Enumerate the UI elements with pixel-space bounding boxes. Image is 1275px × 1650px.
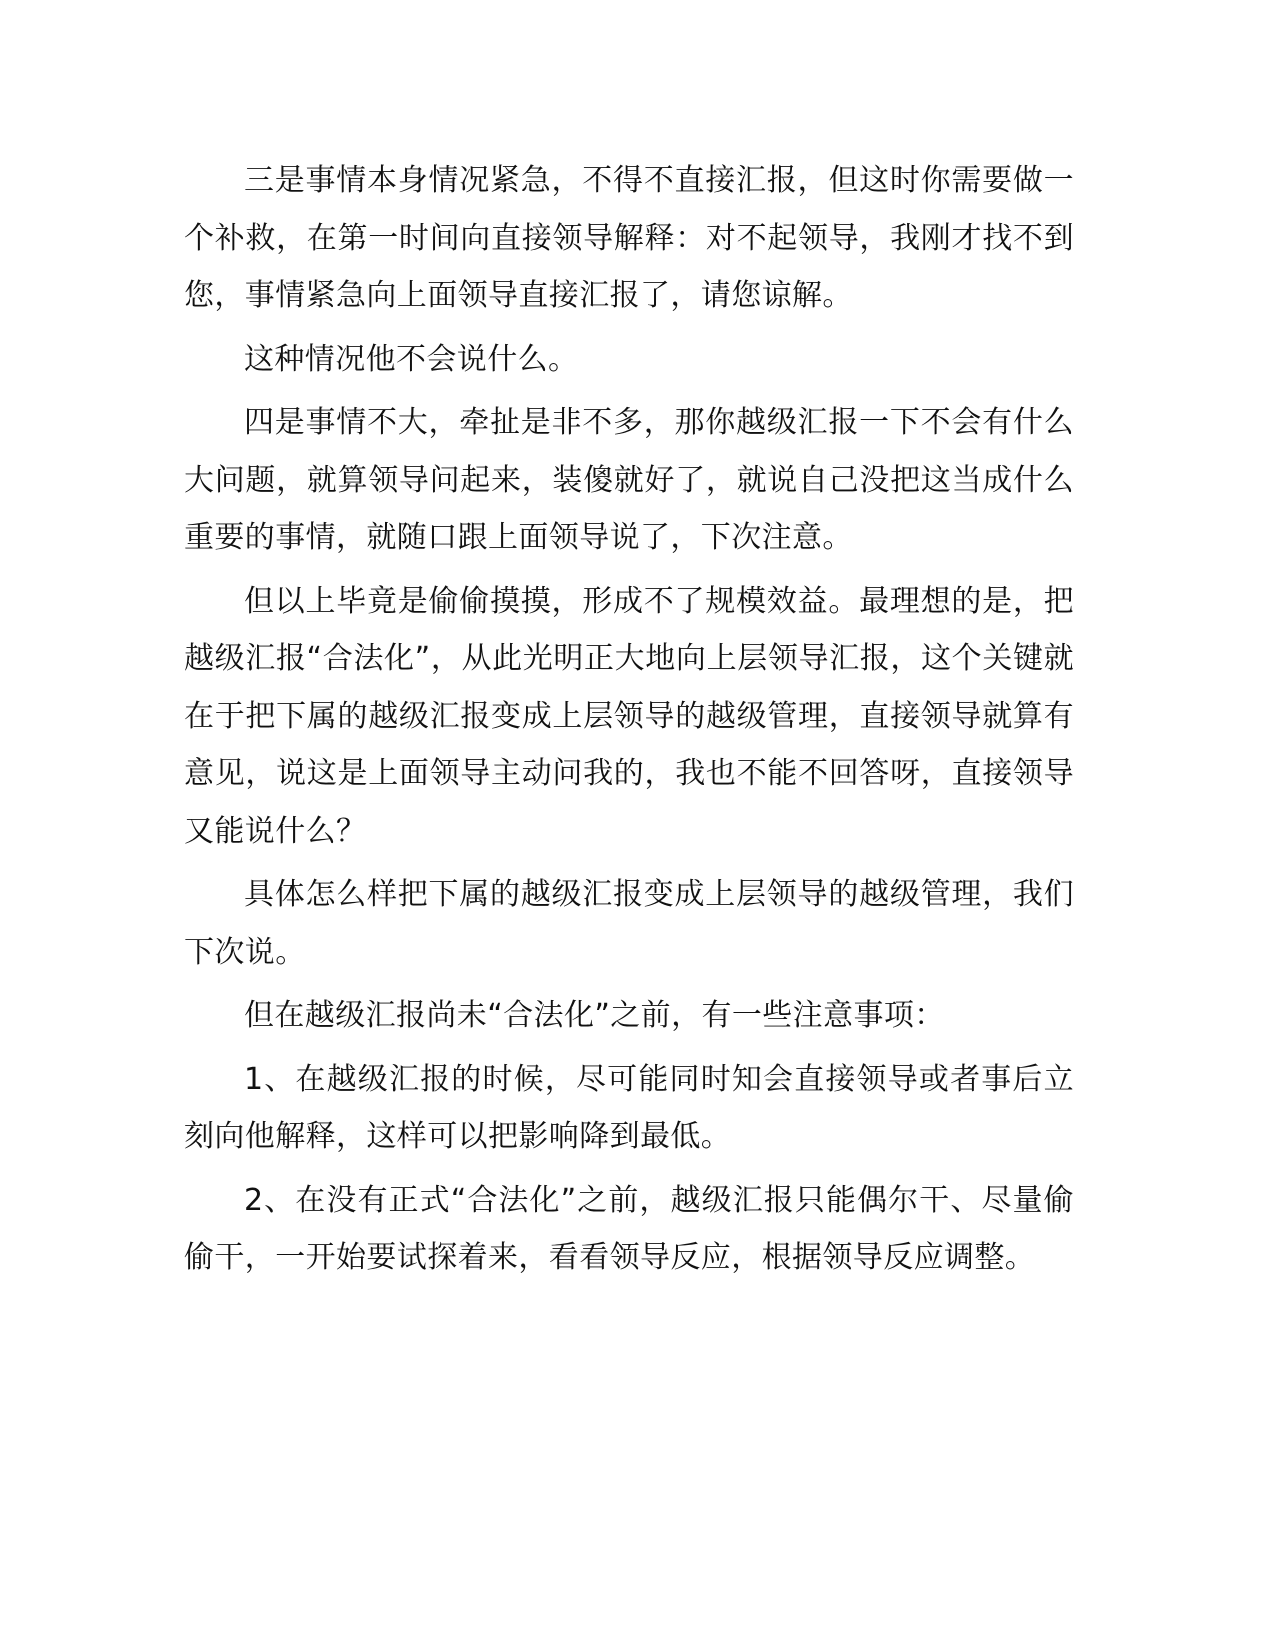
paragraph-legalize-reporting: 但以上毕竟是偷偷摸摸，形成不了规模效益。最理想的是，把越级汇报“合法化”，从此光明正大地向上层领导汇报，这个关键就在于把下属的越级汇报变成上层领导的越级管理，直接领导就算有意见，说这是上面领导主动问我的，我也不能不回答呀，直接领导又能说什么？ [184, 583, 1074, 849]
list-item-precaution-2: 2、在没有正式“合法化”之前，越级汇报只能偶尔干、尽量偷偷干，一开始要试探着来，看看领导反应，根据领导反应调整。 [184, 1182, 1074, 1275]
list-item-precaution-1: 1、在越级汇报的时候，尽可能同时知会直接领导或者事后立刻向他解释，这样可以把影响降到最低。 [184, 1061, 1074, 1154]
paragraph-next-time: 具体怎么样把下属的越级汇报变成上层领导的越级管理，我们下次说。 [184, 877, 1074, 970]
paragraph-minor-matter: 四是事情不大，牵扯是非不多，那你越级汇报一下不会有什么大问题，就算领导问起来，装傻就好了，就说自己没把这当成什么重要的事情，就随口跟上面领导说了，下次注意。 [184, 405, 1074, 555]
paragraph-precautions-intro: 但在越级汇报尚未“合法化”之前，有一些注意事项： [244, 998, 945, 1033]
paragraph-no-objection: 这种情况他不会说什么。 [244, 341, 579, 377]
document-body [184, 152, 1074, 1293]
paragraph-emergency-report: 三是事情本身情况紧急，不得不直接汇报，但这时你需要做一个补救，在第一时间向直接领导解释：对不起领导，我刚才找不到您，事情紧急向上面领导直接汇报了，请您谅解。 [184, 163, 1074, 313]
